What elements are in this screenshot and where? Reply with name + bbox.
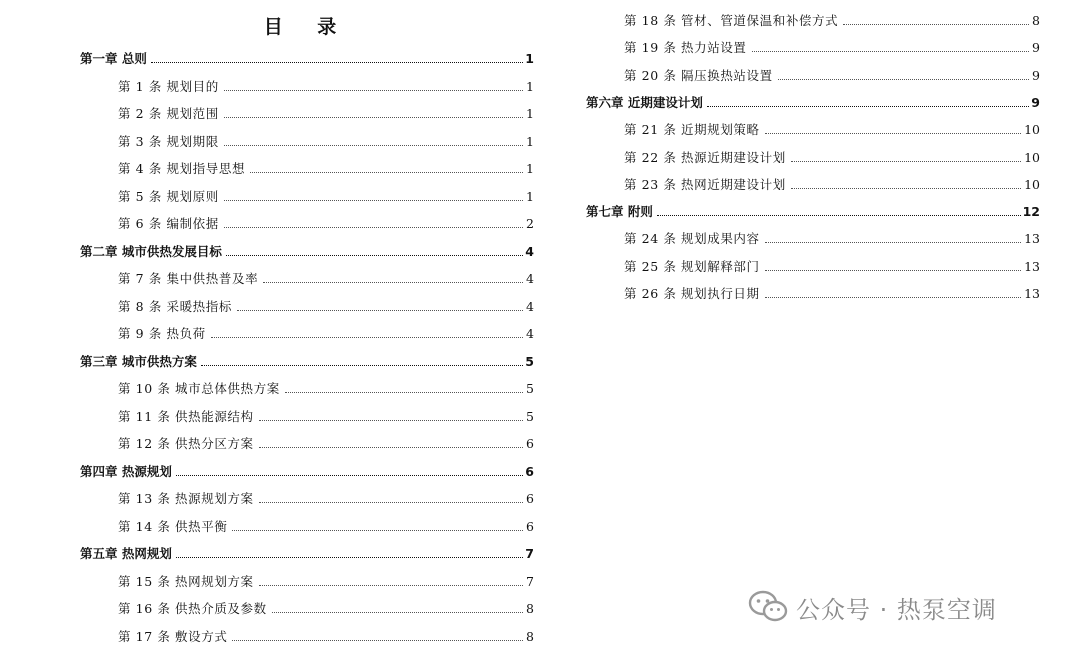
toc-entry-label: 第 20 条 隔压换热站设置 bbox=[624, 67, 773, 83]
dot-leader bbox=[778, 78, 1029, 80]
toc-page-number: 6 bbox=[526, 518, 534, 534]
toc-page-number: 8 bbox=[1032, 13, 1040, 28]
toc-entry-label: 第 11 条 供热能源结构 bbox=[118, 408, 254, 424]
toc-article-entry bbox=[80, 405, 534, 425]
toc-entry-label: 第 12 条 供热分区方案 bbox=[118, 436, 254, 451]
toc-chapter-entry bbox=[80, 542, 534, 562]
toc-chapter-entry bbox=[586, 91, 1040, 111]
toc-entry-label: 第 16 条 供热介质及参数 bbox=[118, 601, 267, 616]
toc-chapter-entry bbox=[80, 47, 534, 67]
toc-entry-label: 第四章 热源规划 bbox=[80, 463, 172, 479]
toc-page-number: 7 bbox=[526, 573, 534, 589]
dot-leader bbox=[226, 254, 523, 256]
toc-chapter-entry bbox=[80, 350, 534, 370]
toc-entry-label: 第 24 条 规划成果内容 bbox=[624, 231, 760, 247]
toc-entry-label: 第 22 条 热源近期建设计划 bbox=[624, 149, 786, 165]
toc-page-number: 1 bbox=[526, 188, 534, 204]
dot-leader bbox=[752, 50, 1029, 52]
toc-entry-label: 第 1 条 规划目的 bbox=[118, 78, 219, 94]
toc-entry-label: 第 9 条 热负荷 bbox=[118, 326, 206, 341]
toc-page-number: 13 bbox=[1024, 258, 1040, 274]
toc-article-entry bbox=[80, 267, 534, 287]
toc-article-entry bbox=[80, 295, 534, 315]
toc-article-entry bbox=[586, 64, 1040, 84]
toc-page-number: 13 bbox=[1024, 231, 1040, 247]
toc-article-entry bbox=[80, 487, 534, 507]
toc-entry-label: 第 21 条 近期规划策略 bbox=[624, 122, 760, 138]
toc-page-number: 1 bbox=[526, 161, 534, 176]
toc-chapter-entry bbox=[80, 240, 534, 260]
toc-article-entry bbox=[80, 130, 534, 150]
toc-entry-label: 第 17 条 敷设方式 bbox=[118, 628, 228, 644]
toc-page-number: 1 bbox=[526, 106, 534, 121]
toc-page-number: 6 bbox=[525, 463, 534, 479]
toc-page-number: 2 bbox=[526, 216, 534, 231]
toc-article-entry bbox=[80, 75, 534, 95]
dot-leader bbox=[224, 89, 523, 91]
toc-article-entry bbox=[80, 515, 534, 535]
toc-page-number: 9 bbox=[1032, 40, 1040, 56]
toc-article-entry bbox=[80, 432, 534, 452]
dot-leader bbox=[765, 132, 1021, 134]
dot-leader bbox=[211, 336, 523, 338]
dot-leader bbox=[259, 419, 523, 421]
toc-article-entry bbox=[80, 185, 534, 205]
toc-article-entry bbox=[586, 282, 1040, 302]
dot-leader bbox=[765, 269, 1021, 271]
toc-article-entry bbox=[586, 36, 1040, 56]
watermark-text: 公众号 · 热泵空调 bbox=[796, 595, 997, 624]
toc-page-number: 6 bbox=[526, 491, 534, 506]
watermark bbox=[748, 590, 997, 624]
toc-article-entry bbox=[586, 173, 1040, 193]
toc-entry-label: 第 13 条 热源规划方案 bbox=[118, 491, 254, 506]
toc-entry-label: 第六章 近期建设计划 bbox=[586, 94, 703, 110]
toc-page-number: 4 bbox=[526, 271, 534, 286]
toc-entry-label: 第七章 附则 bbox=[586, 204, 653, 220]
dot-leader bbox=[765, 241, 1021, 243]
dot-leader bbox=[224, 199, 523, 201]
toc-entry-label: 第 7 条 集中供热普及率 bbox=[118, 271, 259, 286]
toc-article-entry bbox=[80, 322, 534, 342]
toc-article-entry bbox=[586, 118, 1040, 138]
toc-article-entry bbox=[586, 227, 1040, 247]
toc-article-entry bbox=[80, 625, 534, 645]
toc-page-number: 5 bbox=[525, 353, 534, 369]
toc-entry-label: 第三章 城市供热方案 bbox=[80, 353, 197, 369]
toc-page-number: 7 bbox=[525, 546, 534, 561]
dot-leader bbox=[176, 556, 523, 558]
toc-entry-label: 第 15 条 热网规划方案 bbox=[118, 573, 254, 589]
toc-page-number: 5 bbox=[526, 408, 534, 424]
toc-page-number: 10 bbox=[1024, 122, 1040, 138]
dot-leader bbox=[224, 144, 523, 146]
dot-leader bbox=[843, 23, 1029, 25]
toc-entry-label: 第 18 条 管材、管道保温和补偿方式 bbox=[624, 13, 839, 28]
toc-article-entry bbox=[586, 255, 1040, 275]
dot-leader bbox=[791, 160, 1021, 162]
dot-leader bbox=[237, 309, 523, 311]
toc-entry-label: 第 10 条 城市总体供热方案 bbox=[118, 381, 280, 396]
dot-leader bbox=[232, 529, 523, 531]
toc-page-number: 12 bbox=[1022, 204, 1040, 220]
toc-page-number: 8 bbox=[526, 628, 534, 644]
toc-page-number: 1 bbox=[526, 78, 534, 94]
toc-page-number: 1 bbox=[525, 51, 534, 66]
dot-leader bbox=[657, 214, 1021, 216]
toc-article-entry bbox=[80, 212, 534, 232]
dot-leader bbox=[151, 61, 523, 63]
toc-article-entry bbox=[80, 377, 534, 397]
dot-leader bbox=[765, 296, 1021, 298]
toc-article-entry bbox=[80, 570, 534, 590]
dot-leader bbox=[791, 187, 1021, 189]
dot-leader bbox=[263, 281, 523, 283]
toc-entry-label: 第 5 条 规划原则 bbox=[118, 188, 219, 204]
toc-chapter-entry bbox=[80, 460, 534, 480]
toc-entry-label: 第 6 条 编制依据 bbox=[118, 216, 219, 231]
toc-article-entry bbox=[80, 102, 534, 122]
toc-entry-label: 第二章 城市供热发展目标 bbox=[80, 243, 222, 259]
toc-page-number: 9 bbox=[1031, 94, 1040, 110]
toc-page-number: 9 bbox=[1032, 67, 1040, 83]
toc-page-number: 13 bbox=[1024, 286, 1040, 301]
toc-page-number: 5 bbox=[526, 381, 534, 396]
wechat-icon bbox=[748, 590, 788, 624]
toc-entry-label: 第 4 条 规划指导思想 bbox=[118, 161, 246, 176]
dot-leader bbox=[224, 116, 523, 118]
toc-entry-label: 第 2 条 规划范围 bbox=[118, 106, 219, 121]
toc-entry-label: 第 3 条 规划期限 bbox=[118, 133, 219, 149]
dot-leader bbox=[272, 611, 523, 613]
toc-entry-label: 第一章 总则 bbox=[80, 51, 147, 66]
toc-article-entry bbox=[586, 9, 1040, 29]
toc-entry-label: 第 23 条 热网近期建设计划 bbox=[624, 176, 786, 192]
toc-article-entry bbox=[586, 146, 1040, 166]
dot-leader bbox=[707, 105, 1029, 107]
toc-title: 目 录 bbox=[263, 16, 351, 38]
dot-leader bbox=[259, 501, 523, 503]
dot-leader bbox=[232, 639, 523, 641]
toc-page-number: 8 bbox=[526, 601, 534, 616]
toc-article-entry bbox=[80, 157, 534, 177]
toc-chapter-entry bbox=[586, 200, 1040, 220]
toc-page-number: 6 bbox=[526, 436, 534, 451]
dot-leader bbox=[259, 584, 523, 586]
toc-entry-label: 第五章 热网规划 bbox=[80, 546, 172, 561]
toc-page-number: 4 bbox=[526, 298, 534, 314]
toc-page-number: 4 bbox=[525, 243, 534, 259]
toc-page-number: 4 bbox=[526, 326, 534, 341]
dot-leader bbox=[259, 446, 523, 448]
dot-leader bbox=[176, 474, 523, 476]
dot-leader bbox=[201, 364, 523, 366]
dot-leader bbox=[250, 171, 523, 173]
toc-entry-label: 第 19 条 热力站设置 bbox=[624, 40, 747, 56]
toc-entry-label: 第 26 条 规划执行日期 bbox=[624, 286, 760, 301]
toc-page-number: 1 bbox=[526, 133, 534, 149]
dot-leader bbox=[285, 391, 523, 393]
toc-entry-label: 第 8 条 采暖热指标 bbox=[118, 298, 232, 314]
dot-leader bbox=[224, 226, 523, 228]
toc-entry-label: 第 25 条 规划解释部门 bbox=[624, 258, 760, 274]
toc-page-number: 10 bbox=[1024, 149, 1040, 165]
toc-article-entry bbox=[80, 597, 534, 617]
toc-page-number: 10 bbox=[1024, 176, 1040, 192]
toc-entry-label: 第 14 条 供热平衡 bbox=[118, 518, 228, 534]
